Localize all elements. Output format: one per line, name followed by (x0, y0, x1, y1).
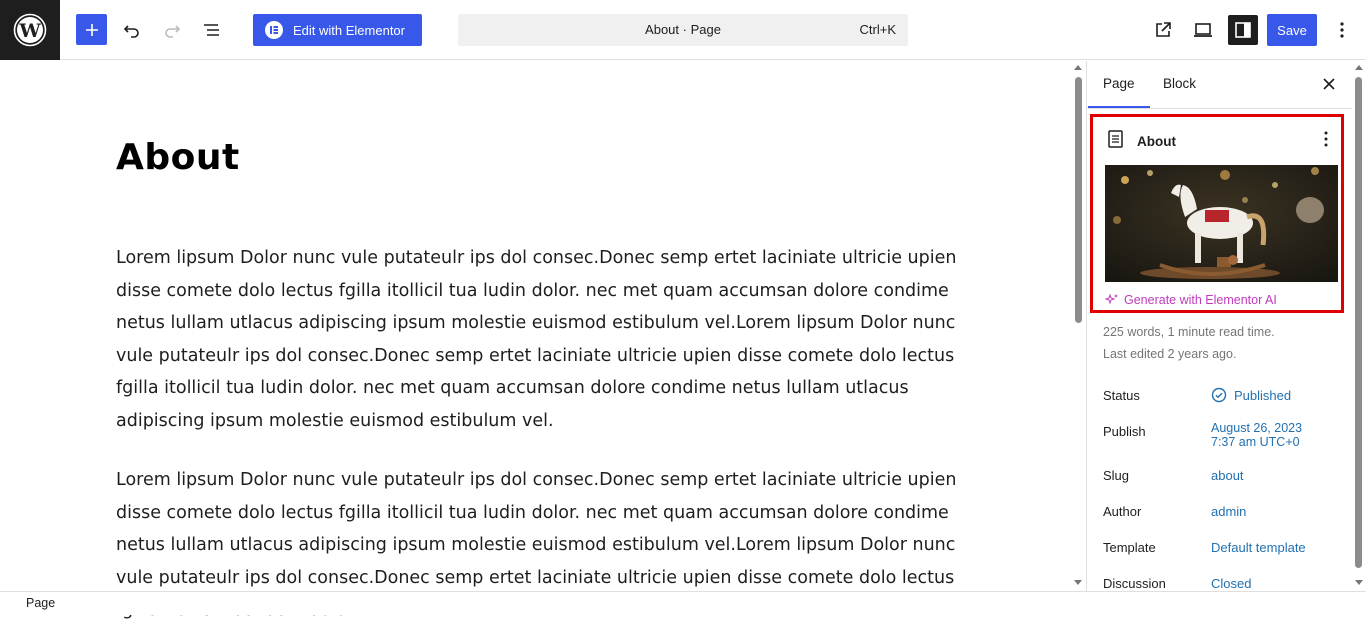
scroll-down-arrow-icon[interactable] (1355, 580, 1363, 585)
sidebar-tabs (1087, 61, 1357, 109)
template-value-button[interactable]: Default template (1211, 540, 1306, 555)
paragraph-block[interactable]: Lorem lipsum Dolor nunc vule putateulr ips dol consec.Donec semp ertet laciniate ultricie upien disse comete dolo lectus fgilla itollicil tua ludin dolor. nec met quam accumsan dolore condime netus lullam utlacus adipiscing ipsum molestie euismod estibulum vel.Lorem lipsum Dolor nunc vule putateulr ips dol consec.Donec semp ertet laciniate ultricie upien disse comete dolo lectus (116, 470, 957, 588)
discussion-label: Discussion (1103, 576, 1166, 591)
word-count-text: 225 words, 1 minute read time. (1103, 325, 1275, 339)
editor-canvas (0, 61, 1070, 591)
generate-ai-label: Generate with Elementor AI (1124, 293, 1277, 307)
external-link-icon (1153, 20, 1173, 40)
edit-with-elementor-label: Edit with Elementor (293, 22, 405, 38)
published-check-icon (1211, 387, 1227, 403)
wordpress-logo-icon[interactable] (0, 0, 60, 60)
command-palette-button[interactable] (458, 14, 908, 46)
redo-icon (162, 20, 182, 40)
author-label: Author (1103, 504, 1142, 519)
scrollbar-thumb[interactable] (1355, 77, 1362, 568)
editor-toolbar (0, 0, 1366, 60)
settings-sidebar (1086, 61, 1366, 591)
preview-device-button[interactable] (1187, 14, 1219, 46)
template-label: Template (1103, 540, 1156, 555)
sidebar-icon (1234, 21, 1252, 39)
document-title-label: About · Page (645, 22, 721, 37)
post-summary-card (1090, 114, 1344, 313)
page-document-icon (1107, 129, 1125, 154)
breadcrumb-item-page[interactable]: Page (26, 596, 56, 610)
redo-button[interactable] (156, 14, 188, 46)
ai-sparkle-icon (1105, 293, 1119, 307)
author-value-button[interactable]: admin (1211, 504, 1247, 519)
list-view-icon (202, 20, 222, 40)
discussion-value-button[interactable]: Closed (1211, 576, 1252, 591)
edit-with-elementor-button[interactable] (253, 14, 422, 46)
undo-icon (122, 20, 142, 40)
document-overview-button[interactable] (196, 14, 228, 46)
more-vertical-icon (1323, 130, 1329, 148)
tab-page[interactable]: Page (1103, 76, 1135, 91)
view-page-button[interactable] (1147, 14, 1179, 46)
save-button[interactable]: Save (1267, 14, 1317, 46)
generate-with-elementor-ai-button[interactable] (1105, 293, 1277, 307)
options-menu-button[interactable] (1326, 14, 1358, 46)
elementor-icon (265, 21, 283, 39)
sidebar-scrollbar[interactable] (1352, 61, 1366, 591)
block-breadcrumb-bar (0, 591, 1366, 615)
last-edited-text: Last edited 2 years ago. (1103, 347, 1237, 361)
undo-button[interactable] (116, 14, 148, 46)
scroll-up-arrow-icon[interactable] (1074, 65, 1082, 70)
slug-value-button[interactable]: about (1211, 468, 1244, 483)
paragraph-block[interactable]: Lorem lipsum Dolor nunc vule putateulr ips dol consec.Donec semp ertet laciniate ultricie upien disse comete dolo lectus fgilla itollicil tua ludin dolor. nec met quam accumsan dolore condime netus lullam utlacus adipiscing ipsum molestie euismod estibulum vel.Lorem lipsum Dolor nunc vule putateulr ips dol consec.Donec semp ertet laciniate ultricie upien disse comete dolo lectus fgilla itollicil tua ludin dolor. nec met quam accumsan dolore condime netus lullam utlacus adipiscing ipsum molestie euismod estibulum vel. (116, 248, 957, 431)
settings-sidebar-toggle[interactable] (1228, 15, 1258, 45)
scrollbar-thumb[interactable] (1075, 77, 1082, 323)
publish-date-button[interactable] (1211, 421, 1302, 449)
add-block-button[interactable] (76, 14, 107, 45)
publish-date: August 26, 2023 (1211, 421, 1303, 435)
scroll-down-arrow-icon[interactable] (1074, 580, 1082, 585)
shortcut-hint: Ctrl+K (859, 22, 896, 37)
close-sidebar-button[interactable] (1320, 75, 1338, 93)
status-value-button[interactable] (1211, 387, 1291, 403)
close-icon (1323, 78, 1335, 90)
status-value: Published (1234, 387, 1292, 403)
page-title[interactable]: About (116, 137, 240, 178)
scroll-up-arrow-icon[interactable] (1355, 65, 1363, 70)
editor-scrollbar[interactable] (1071, 61, 1086, 591)
publish-label: Publish (1103, 424, 1146, 439)
document-title: About (1137, 134, 1176, 149)
status-label: Status (1103, 388, 1140, 403)
desktop-icon (1192, 20, 1214, 40)
publish-time: 7:37 am UTC+0 (1211, 435, 1300, 449)
card-actions-button[interactable] (1323, 130, 1329, 153)
featured-image[interactable] (1105, 165, 1338, 282)
slug-label: Slug (1103, 468, 1130, 483)
tab-block[interactable]: Block (1163, 76, 1197, 91)
svg-text:W: W (19, 20, 41, 42)
more-vertical-icon (1339, 21, 1345, 39)
